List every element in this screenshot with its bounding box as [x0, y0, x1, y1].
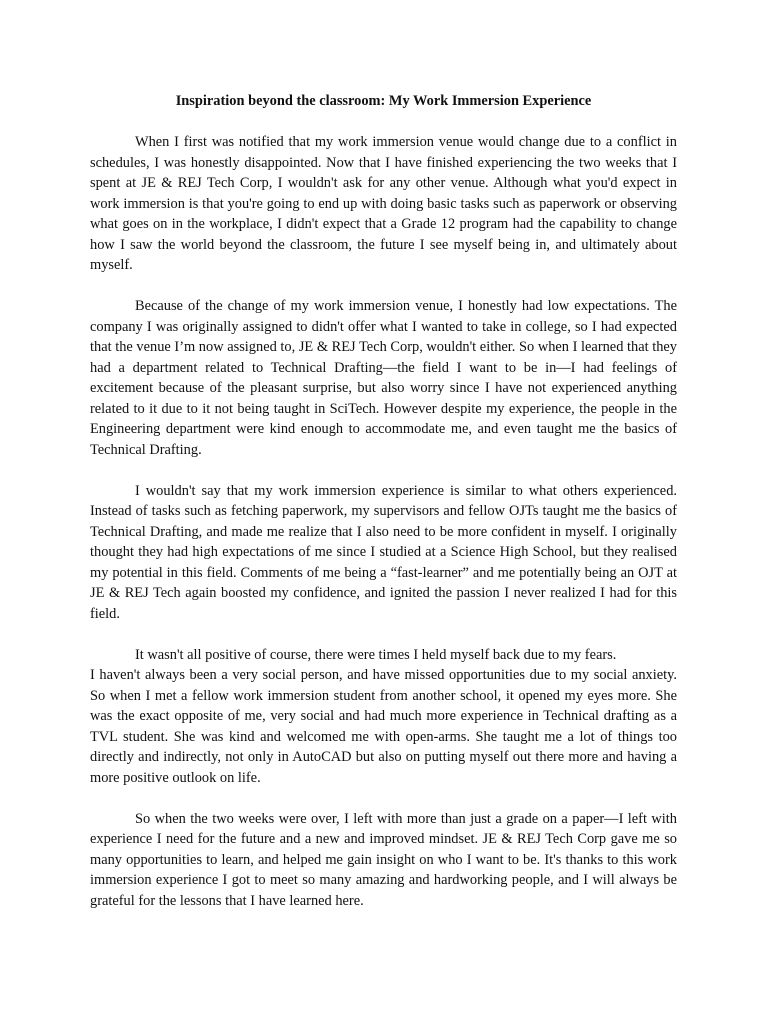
paragraph-5: I haven't always been a very social person, and have missed opportunities due to my social anxiety. So when I met a fellow work immersion student from another school, it opened my eyes more. She was the exact opposite of me, very social and had much more experience in Technical drafting as a TVL student. She was kind and welcomed me with open-arms. She taught me a lot of things too directly and indirectly, not only in AutoCAD but also on putting myself out there more and having a more positive outlook on life.	[90, 667, 677, 786]
document-body	[90, 91, 677, 911]
spacer	[90, 624, 677, 645]
paragraph-3: I wouldn't say that my work immersion experience is similar to what others experienced. Instead of tasks such as fetching paperwork, my supervisors and fellow OJTs taught me the basics of Technical Drafting, and made me realize that I also need to be more confident in myself. I originally thought they had high expectations of me since I studied at a Science High School, but they realised my potential in this field. Comments of me being a “fast-learner” and me potentially being an OJT at JE & REJ Tech again boosted my confidence, and ignited the passion I never realized I had for this field.	[90, 482, 677, 622]
spacer	[90, 788, 677, 809]
paragraph-1: When I first was notified that my work immersion venue would change due to a conflict in schedules, I was honestly disappointed. Now that I have finished experiencing the two weeks that I spent at JE & REJ Tech Corp, I wouldn't ask for any other venue. Although what you'd expect in work immersion is that you're going to end up with doing basic tasks such as paperwork or observing what goes on in the workplace, I didn't expect that a Grade 12 program had the capability to change how I saw the world beyond the classroom, the future I see myself being in, and ultimately about myself.	[90, 134, 677, 273]
spacer	[90, 112, 677, 133]
document-title: Inspiration beyond the classroom: My Work Immersion Experience	[175, 93, 592, 109]
spacer	[90, 276, 677, 297]
paragraph-6: So when the two weeks were over, I left with more than just a grade on a paper—I left with experience I need for the future and a new and improved mindset. JE & REJ Tech Corp gave me so many opportunities to learn, and helped me gain insight on who I want to be. It's thanks to this work immersion experience I got to meet so many amazing and hardworking people, and I will always be grateful for the lessons that I have learned here.	[90, 810, 677, 909]
paragraph-2: Because of the change of my work immersion venue, I honestly had low expectations. The company I was originally assigned to didn't offer what I wanted to take in college, so I had expected that the venue I’m now assigned to, JE & REJ Tech Corp, wouldn't either. So when I learned that they had a department related to Technical Drafting—the field I want to be in—I had feelings of excitement because of the pleasant surprise, but also worry since I have not experienced anything related to it due to it not being taught in SciTech. However despite my experience, the people in the Engineering department were kind enough to accommodate me, and even taught me the basics of Technical Drafting.	[90, 298, 677, 458]
paragraph-4: It wasn't all positive of course, there were times I held myself back due to my fears.	[135, 646, 617, 663]
spacer	[90, 460, 677, 481]
